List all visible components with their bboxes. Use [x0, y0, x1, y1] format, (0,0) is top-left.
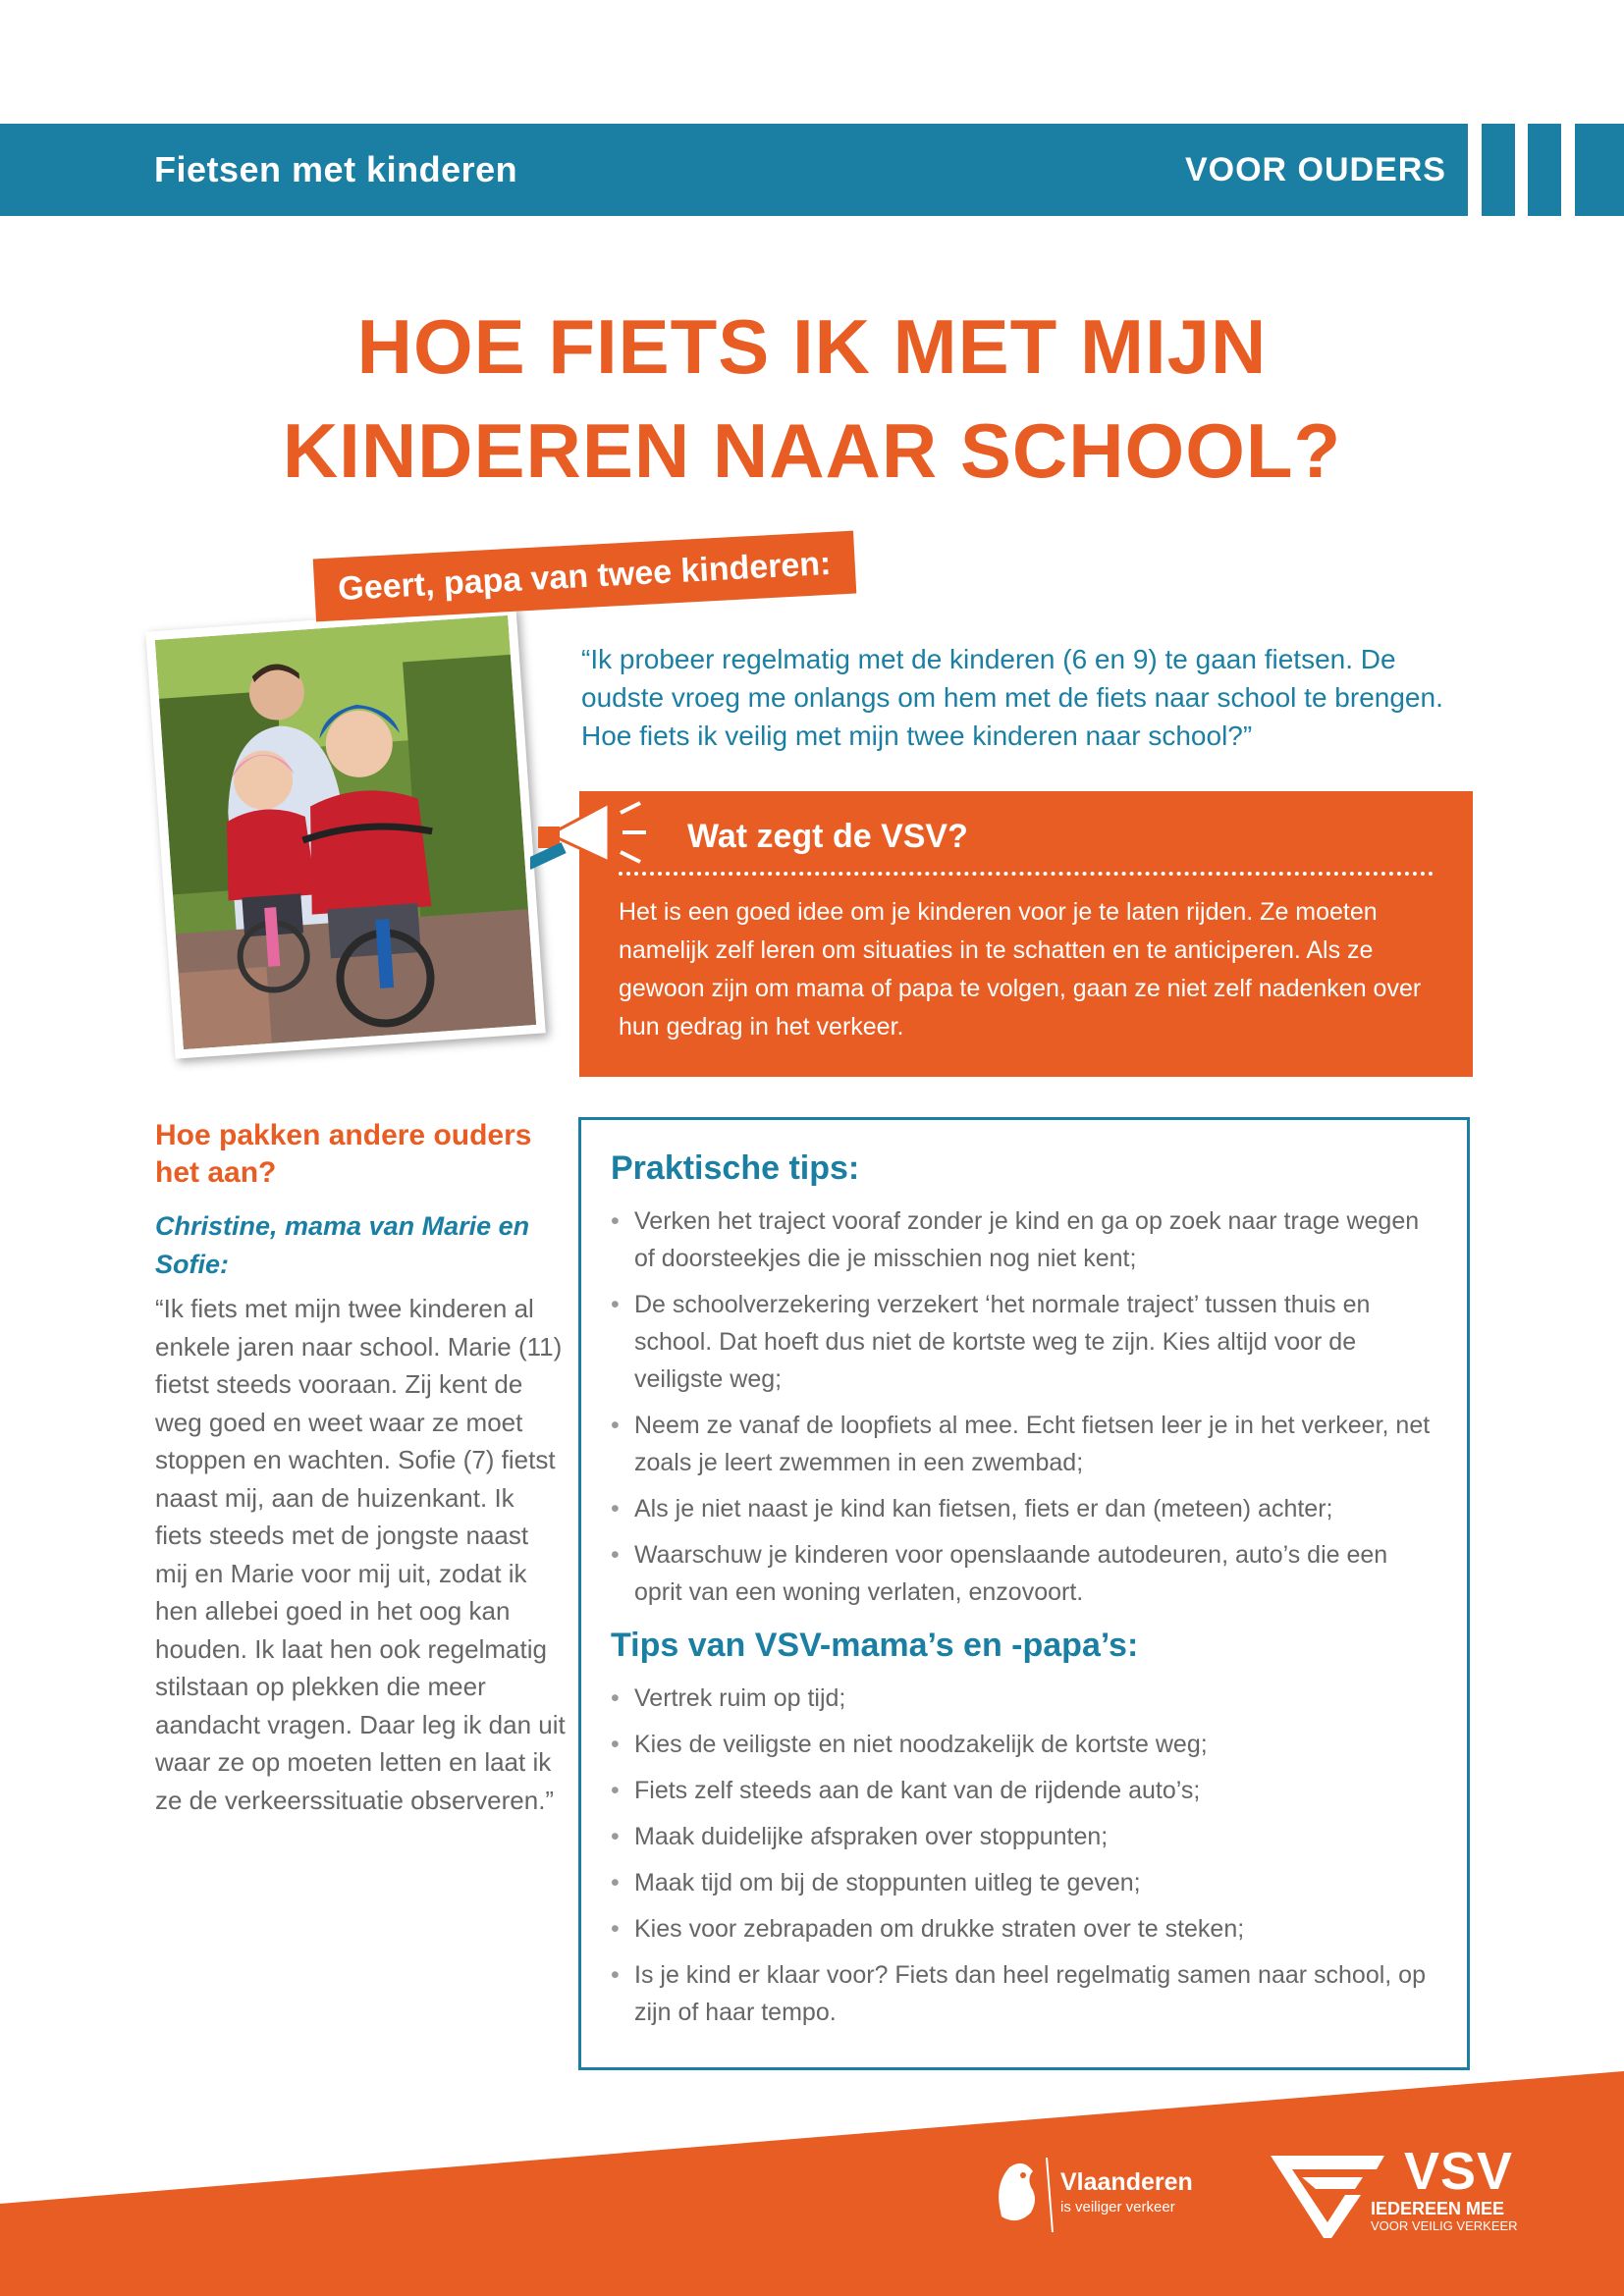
parent-tips-heading: Tips van VSV-mama’s en -papa’s:: [611, 1627, 1139, 1664]
tips-box: [578, 1117, 1470, 2070]
bullet-icon: •: [611, 1777, 620, 1804]
bullet-icon: •: [611, 1961, 620, 1989]
bullet-icon: •: [611, 1731, 620, 1758]
practical-tips-heading: Praktische tips:: [611, 1149, 860, 1187]
bullet-icon: •: [611, 1541, 620, 1569]
list-item: • Maak duidelijke afspraken over stoppunten;: [611, 1818, 1437, 1855]
header-band: [0, 124, 1468, 216]
list-item: • Kies voor zebrapaden om drukke straten over te steken;: [611, 1910, 1437, 1948]
list-item: • Vertrek ruim op tijd;: [611, 1680, 1437, 1717]
other-parents-testimonial: “Ik fiets met mijn twee kinderen al enkele jaren naar school. Marie (11) fietst steeds vooraan. Zij kent de weg goed en weet waar ze moet stoppen en wachten. Sofie (7) fietst naast mij, aan de huizenkant. Ik fiets steeds met de jongste naast mij en Marie voor mij uit, zodat ik hen allebei goed in het oog kan houden. Ik laat hen ook regelmatig stilstaan op plekken die meer aandacht vragen. Daar leg ik dan uit waar ze op moeten letten en laat ik ze de verkeerssituatie observeren.”: [155, 1294, 566, 1815]
vsv-logo-tagline: IEDEREEN MEE: [1371, 2199, 1505, 2218]
vsv-advice-box: [579, 791, 1473, 1077]
page-title: [0, 294, 1624, 503]
vsv-logo-icon: [1269, 2150, 1386, 2238]
parent-question-quote: “Ik probeer regelmatig met de kinderen (6 en 9) te gaan fietsen. De oudste vroeg me onlangs om hem met de fiets naar school te brengen. Hoe fiets ik veilig met mijn twee kinderen naar school?”: [581, 644, 1443, 751]
dotted-divider: [619, 872, 1434, 876]
vlaanderen-logo-name: Vlaanderen: [1060, 2168, 1193, 2196]
vsv-logo-name: VSV: [1404, 2142, 1514, 2201]
list-item: • Maak tijd om bij de stoppunten uitleg te geven;: [611, 1864, 1437, 1901]
megaphone-icon: [530, 785, 658, 893]
other-parents-column: [155, 1117, 568, 1819]
header-title: Fietsen met kinderen: [154, 149, 518, 189]
bullet-icon: •: [611, 1915, 620, 1943]
speaker-name-tag: Geert, papa van twee kinderen:: [313, 531, 856, 622]
family-cycling-photo: [145, 606, 545, 1058]
page-title-line2: KINDEREN NAAR SCHOOL?: [282, 407, 1342, 494]
other-parents-subheading: Christine, mama van Marie en Sofie:: [155, 1211, 530, 1279]
header-stripe: [1528, 124, 1561, 216]
vsv-logo-subtagline: VOOR VEILIG VERKEER: [1371, 2218, 1518, 2233]
list-item: • Als je niet naast je kind kan fietsen, fiets er dan (meteen) achter;: [611, 1490, 1437, 1527]
list-item: • Fiets zelf steeds aan de kant van de rijdende auto’s;: [611, 1772, 1437, 1809]
list-item: • De schoolverzekering verzekert ‘het normale traject’ tussen thuis en school. Dat hoeft dus niet de kortste weg te zijn. Kies altijd voor de veiligste weg;: [611, 1286, 1437, 1398]
header-audience: VOOR OUDERS: [1184, 151, 1446, 188]
list-item: • Verken het traject vooraf zonder je kind en ga op zoek naar trage wegen of doorsteekjes die je misschien nog niet kent;: [611, 1202, 1437, 1277]
list-item: • Waarschuw je kinderen voor openslaande autodeuren, auto’s die een oprit van een woning verlaten, enzovoort.: [611, 1536, 1437, 1611]
list-item: • Is je kind er klaar voor? Fiets dan heel regelmatig samen naar school, op zijn of haar tempo.: [611, 1956, 1437, 2031]
page-title-line1: HOE FIETS IK MET MIJN: [356, 303, 1268, 390]
photo-illustration: [155, 615, 536, 1049]
vsv-advice-text: Het is een goed idee om je kinderen voor je te laten rijden. Ze moeten namelijk zelf leren om situaties in te schatten en te anticiperen. Als ze gewoon zijn om mama of papa te volgen, gaan ze niet zelf nadenken over hun gedrag in het verkeer.: [619, 898, 1422, 1041]
list-item: • Kies de veiligste en niet noodzakelijk de kortste weg;: [611, 1726, 1437, 1763]
bullet-icon: •: [611, 1869, 620, 1896]
parent-tips-list: [611, 1680, 1437, 2031]
vsv-advice-title: Wat zegt de VSV?: [687, 818, 968, 855]
bullet-icon: •: [611, 1684, 620, 1712]
bullet-icon: •: [611, 1412, 620, 1439]
bullet-icon: •: [611, 1291, 620, 1318]
list-item: • Neem ze vanaf de loopfiets al mee. Echt fietsen leer je in het verkeer, net zoals je leert zwemmen in een zwembad;: [611, 1407, 1437, 1481]
bullet-icon: •: [611, 1495, 620, 1522]
practical-tips-list: [611, 1202, 1437, 1611]
other-parents-heading: Hoe pakken andere ouders het aan?: [155, 1119, 532, 1189]
header-stripe: [1575, 124, 1624, 216]
bullet-icon: •: [611, 1823, 620, 1850]
header-stripe: [1482, 124, 1515, 216]
bullet-icon: •: [611, 1207, 620, 1235]
vlaanderen-logo-tagline: is veiliger verkeer: [1060, 2199, 1175, 2216]
